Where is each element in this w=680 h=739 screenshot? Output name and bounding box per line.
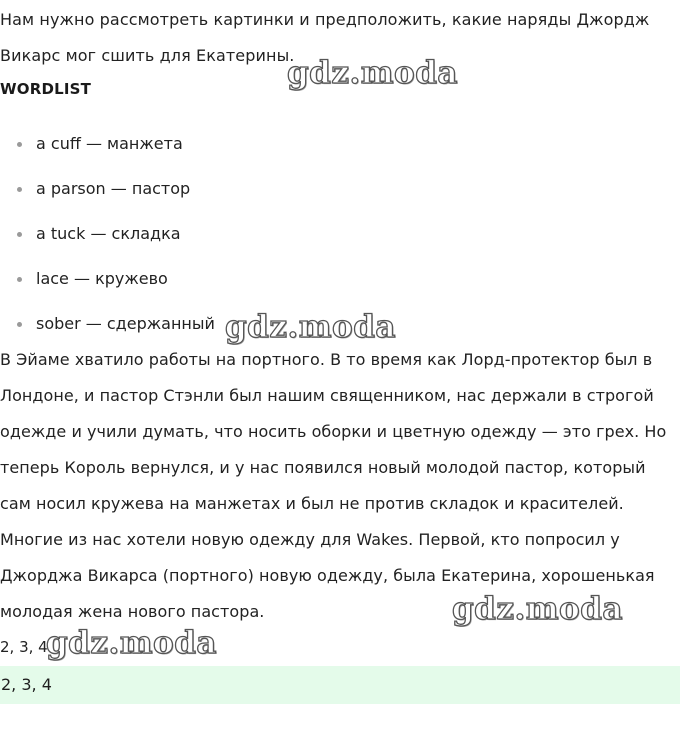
- list-item: [0, 217, 215, 262]
- bullet-icon: [17, 277, 22, 282]
- intro-paragraph: Нам нужно рассмотреть картинки и предположить, какие наряды Джордж Викарс мог сшить для Екатерины.: [0, 10, 650, 65]
- answer-text: 2, 3, 4: [0, 638, 48, 656]
- answer-highlight-box: [0, 666, 680, 704]
- list-item-text: sober — сдержанный: [36, 314, 215, 333]
- wordlist: [0, 127, 215, 352]
- wordlist-heading: WORDLIST: [0, 80, 92, 98]
- list-item-text: a tuck — складка: [36, 224, 181, 243]
- list-item-text: lace — кружево: [36, 269, 168, 288]
- bullet-icon: [17, 232, 22, 237]
- watermark-logo: gdz.moda: [452, 591, 623, 627]
- bullet-icon: [17, 322, 22, 327]
- watermark-logo: gdz.moda: [46, 625, 217, 661]
- answer-highlight-text: 2, 3, 4: [1, 675, 52, 694]
- list-item: [0, 127, 215, 172]
- list-item: [0, 262, 215, 307]
- list-item: [0, 172, 215, 217]
- bullet-icon: [17, 142, 22, 147]
- story-paragraph: В Эйаме хватило работы на портного. В то время как Лорд-протектор был в Лондоне, и пастор Стэнли был нашим священником, нас держали в строгой одежде и учили думать, что носить оборки и цветную одежду — это грех. Но теперь Король вернулся, и у нас появился новый молодой пастор, который сам носил кружева на манжетах и был не против складок и красителей. Многие из нас хотели новую одежду для Wakes. Первой, кто попросил у Джорджа Викарса (портного) новую одежду, была Екатерина, хорошенькая молодая жена нового пастора.: [0, 350, 667, 621]
- bullet-icon: [17, 187, 22, 192]
- list-item-text: a parson — пастор: [36, 179, 191, 198]
- watermark-logo: gdz.moda: [225, 309, 396, 345]
- watermark-logo: gdz.moda: [287, 55, 458, 91]
- list-item-text: a cuff — манжета: [36, 134, 183, 153]
